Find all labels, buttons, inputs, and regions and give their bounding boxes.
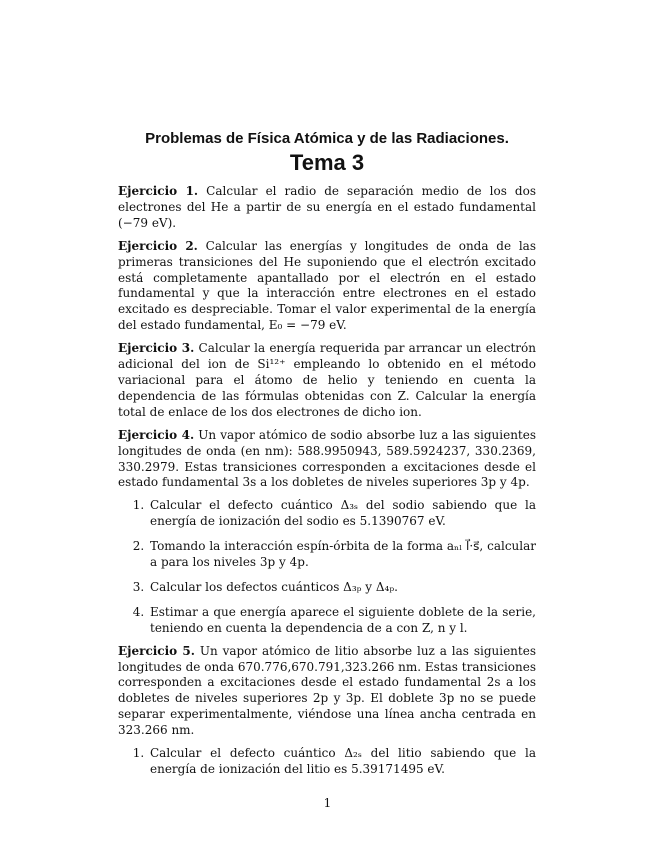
exercise-3 xyxy=(118,341,536,421)
exercise-4-item-4: 4. Estimar a que energía aparece el siguiente doblete de la serie, teniendo en cuenta la dependencia de a con Z, n y l. xyxy=(148,605,536,637)
exercise-4-text: Un vapor atómico de sodio absorbe luz a las siguientes longitudes de onda (en nm): 588.9950943, 589.5924237, 330.2369, 330.2979. Estas transiciones corresponden a excitaciones desde el estado fundamental 3s a los dobletes de niveles superiores 3p y 4p. xyxy=(118,427,537,490)
exercise-2-text: Calcular las energías y longitudes de onda de las primeras transiciones del He suponiendo que el electrón excitado está completamente apantallado por el electrón en el estado fundamental y que la interacción entre electrones en el estado excitado es despreciable. Tomar el valor experimental de la energía del estado fundamental, E₀ = −79 eV. xyxy=(118,238,536,333)
exercise-4 xyxy=(118,428,536,492)
exercise-4-label: Ejercicio 4. xyxy=(118,427,195,442)
exercise-5-list xyxy=(118,746,536,778)
exercise-3-label: Ejercicio 3. xyxy=(118,341,195,356)
exercise-1-label: Ejercicio 1. xyxy=(118,184,199,198)
exercise-4-list xyxy=(118,498,536,636)
exercise-2-label: Ejercicio 2. xyxy=(118,238,198,253)
exercise-5-item-1: 1. Calcular el defecto cuántico Δ₂ₛ del litio sabiendo que la energía de ionización del litio es 5.39171495 eV. xyxy=(148,746,536,778)
exercise-1 xyxy=(118,184,536,232)
exercise-1-text: Calcular el radio de separación medio de los dos electrones del He a partir de su energía en el estado fundamental (−79 eV). xyxy=(118,184,536,230)
exercise-5 xyxy=(118,644,536,739)
exercise-4-item-3: 3. Calcular los defectos cuánticos Δ₃ₚ y Δ₄ₚ. xyxy=(148,580,536,596)
exercise-3-text: Calcular la energía requerida par arrancar un electrón adicional del ion de Si¹²⁺ empleando lo obtenido en el método variacional para el átomo de helio y teniendo en cuenta la dependencia de las fórmulas obtenidas con Z. Calcular la energía total de enlace de los dos electrones de dicho ion. xyxy=(118,341,536,419)
document-subtitle: Tema 3 xyxy=(289,150,365,175)
page-number: 1 xyxy=(323,796,332,810)
document-title: Problemas de Física Atómica y de las Radiaciones. xyxy=(145,130,509,147)
exercise-5-label: Ejercicio 5. xyxy=(118,643,195,658)
document-page xyxy=(118,130,536,785)
exercise-2 xyxy=(118,239,536,334)
exercise-4-item-1: 1. Calcular el defecto cuántico Δ₃ₛ del sodio sabiendo que la energía de ionización del sodio es 5.1390767 eV. xyxy=(148,498,536,530)
exercise-5-text: Un vapor atómico de litio absorbe luz a las siguientes longitudes de onda 670.776,670.791,323.266 nm. Estas transiciones corresponden a excitaciones desde el estado fundamental 2s a los dobletes de niveles superiores 2p y 3p. El doblete 3p no se puede separar experimentalmente, viéndose una línea ancha centrada en 323.266 nm. xyxy=(118,643,536,738)
exercise-4-item-2: 2. Tomando la interacción espín-órbita de la forma aₙₗ l⃗·s⃗, calcular a para los niveles 3p y 4p. xyxy=(148,539,536,571)
